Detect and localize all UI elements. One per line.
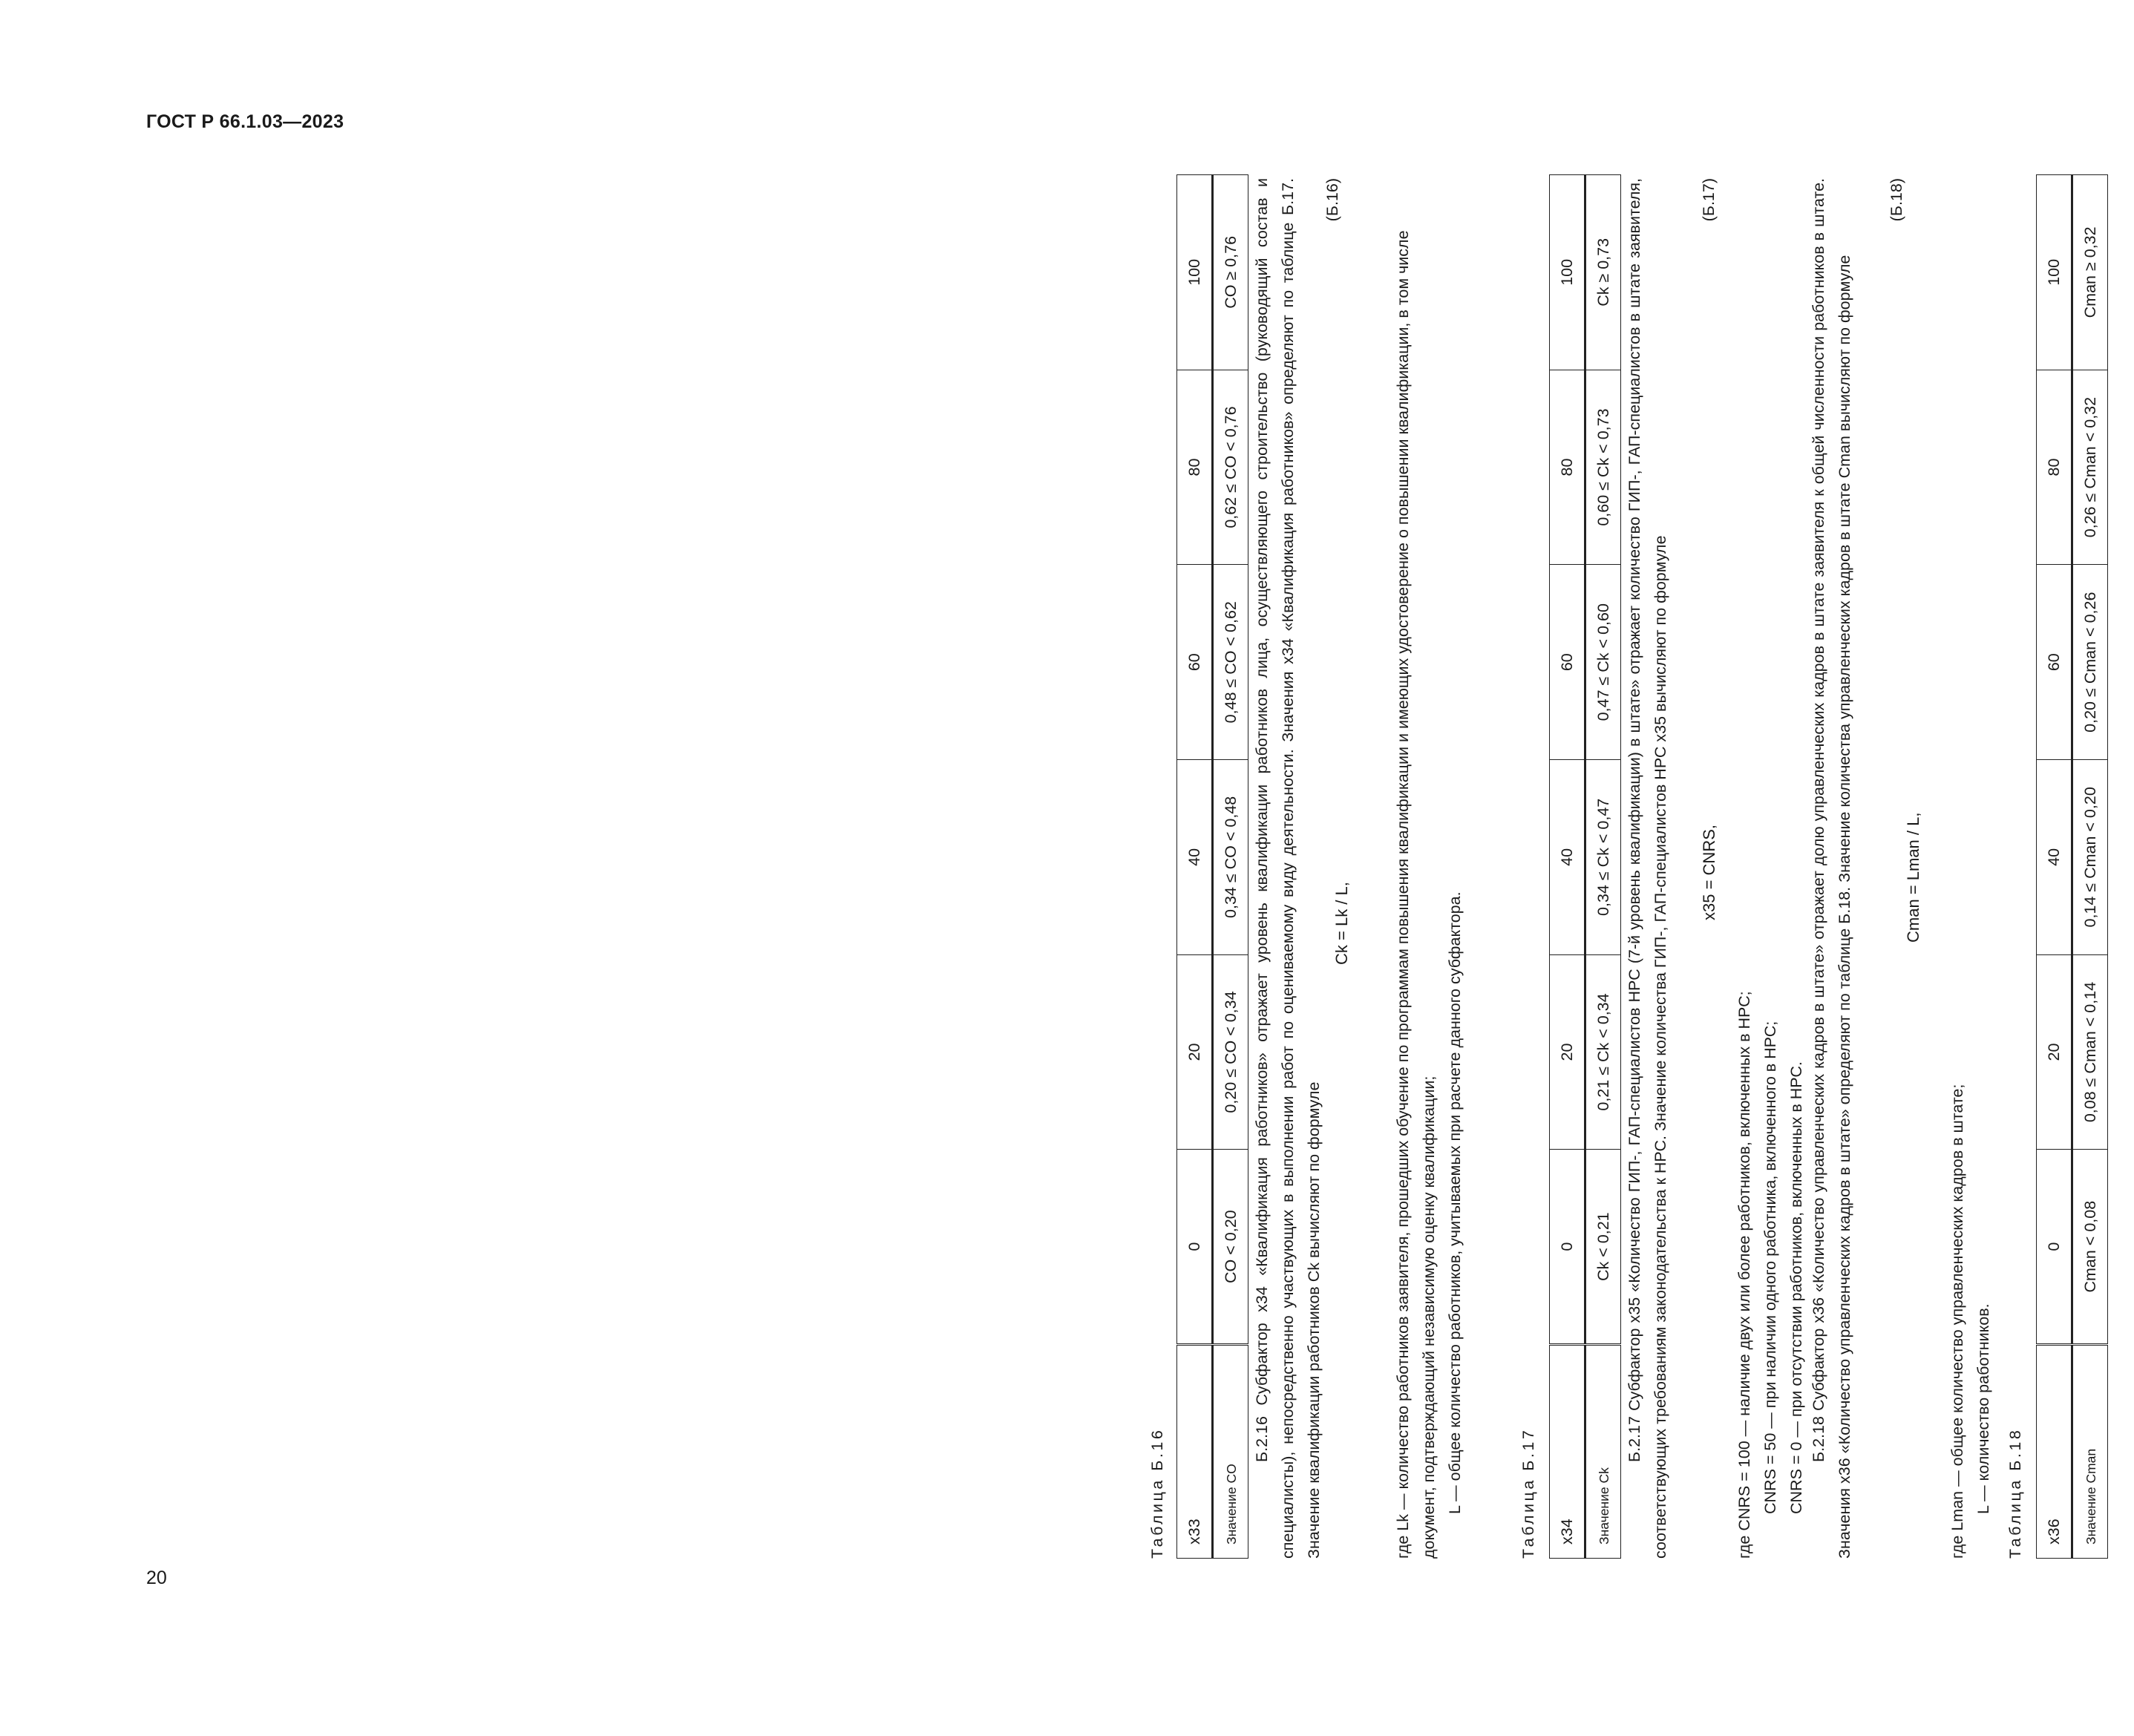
table-b18-cell-2: 0,08 ≤ Cman < 0,14 [2072, 954, 2108, 1150]
table-b16-cell-5: 0,62 ≤ CO < 0,76 [1213, 370, 1248, 565]
table-b17-head-0: x34 [1550, 1345, 1585, 1559]
table-b18-head-1: 0 [2037, 1150, 2072, 1345]
table-b17-cell-0: Значение Ck [1596, 1467, 1611, 1545]
where-b18-line-1: где Lman — общее количество управленческих кадров в штате; [1948, 1084, 1966, 1559]
where-b17-line-1: где CNRS = 100 — наличие двух или более работников, включенных в НРС; [1735, 991, 1753, 1559]
table-b16-head-4: 60 [1177, 565, 1213, 760]
table-b18 [2036, 174, 2108, 1559]
table-b16-cell-3: 0,34 ≤ CO < 0,48 [1213, 760, 1248, 955]
paragraph-b216: Б.2.16 Субфактор x34 «Квалификация работников» отражает уровень квалификации работников лица, осуществляющего строительство (руководящий состав и специалисты), непосредственно участвующих в выполнении работ по оцениваемому виду деятельности. Значения x34 «Квалификация работников» определяют по таблице Б.17. Значение квалификации работников Ck вычисляют по формуле [1253, 178, 1323, 1559]
table-b16-cell-6: CO ≥ 0,76 [1213, 175, 1248, 370]
table-b16-caption: Таблица Б.16 [1148, 1427, 1166, 1559]
table-b18-head-0: x36 [2037, 1345, 2072, 1559]
where-b18-line-2: L — количество работников. [1974, 1303, 1992, 1514]
formula-b17: x35 = CNRS, [1700, 825, 1718, 920]
table-b18-head-4: 60 [2037, 565, 2072, 760]
table-b16-head-2: 20 [1177, 954, 1213, 1150]
formula-b18: Cman = Lman / L, [1904, 812, 1922, 943]
table-b17-cell-1: Ck < 0,21 [1585, 1150, 1621, 1345]
table-b16 [1176, 174, 1248, 1559]
where-b16-line-1: где Lk — количество работников заявителя, прошедших обучение по программам повышения квалификации и имеющих удостоверение о повышении квалификации, в том числе документ, подтверждающий независимую оценку квалификации; [1394, 230, 1438, 1559]
paragraph-b217: Б.2.17 Субфактор x35 «Количество ГИП-, ГАП-специалистов НРС (7-й уровень квалификации) в штате» отражает количество ГИП-, ГАП-специалистов в штате заявителя, соответствующих требованиям законодательства к НРС. Значение количества ГИП-, ГАП-специалистов НРС x35 вычисляют по формуле [1626, 178, 1669, 1559]
where-b17-line-2: CNRS = 50 — при наличии одного работника, включенного в НРС; [1761, 1021, 1779, 1514]
page-number: 20 [146, 1568, 167, 1588]
table-b17-head-3: 40 [1550, 760, 1585, 955]
document-code: ГОСТ Р 66.1.03—2023 [146, 111, 344, 132]
table-b18-head-6: 100 [2037, 175, 2072, 370]
table-b17-cell-3: 0,34 ≤ Ck < 0,47 [1585, 760, 1621, 955]
table-b16-head-1: 0 [1177, 1150, 1213, 1345]
where-b16-line-2: L — общее количество работников, учитываемых при расчете данного субфактора. [1446, 891, 1464, 1514]
table-b17-cell-2: 0,21 ≤ Ck < 0,34 [1585, 954, 1621, 1150]
table-b18-cell-6: Cman ≥ 0,32 [2072, 175, 2108, 370]
table-b16-cell-4: 0,48 ≤ CO < 0,62 [1213, 565, 1248, 760]
table-b18-head-3: 40 [2037, 760, 2072, 955]
table-b17-head-4: 60 [1550, 565, 1585, 760]
table-b16-head-0: x33 [1177, 1345, 1213, 1559]
rotated-landscape-content [1139, 163, 2134, 1559]
table-b18-cell-5: 0,26 ≤ Cman < 0,32 [2072, 370, 2108, 565]
table-b18-cell-0: Значение Cman [2083, 1448, 2098, 1545]
table-b17-caption: Таблица Б.17 [1519, 1427, 1537, 1559]
table-b17-cell-4: 0,47 ≤ Ck < 0,60 [1585, 565, 1621, 760]
table-b18-cell-3: 0,14 ≤ Cman < 0,20 [2072, 760, 2108, 955]
formula-b17-number: (Б.17) [1700, 178, 1718, 222]
where-b17-line-3: CNRS = 0 — при отсутствии работников, включенных в НРС. [1787, 1061, 1805, 1514]
table-b17 [1549, 174, 1621, 1559]
table-b16-cell-0: Значение CO [1223, 1464, 1239, 1545]
table-b16-head-3: 40 [1177, 760, 1213, 955]
paragraph-b218: Б.2.18 Субфактор x36 «Количество управленческих кадров в штате» отражает долю управленческих кадров в штате заявителя к общей численности работников в штате. Значения x36 «Количество управленческих кадров в штате» определяют по таблице Б.18. Значение количества управленческих кадров в штате Cman вычисляют по формуле [1810, 178, 1853, 1559]
where-b16 [1390, 178, 1468, 1559]
table-b18-cell-1: Cman < 0,08 [2072, 1150, 2108, 1345]
table-b17-head-1: 0 [1550, 1150, 1585, 1345]
table-b16-cell-1: CO < 0,20 [1213, 1150, 1248, 1345]
table-b16-head-5: 80 [1177, 370, 1213, 565]
table-b17-head-2: 20 [1550, 954, 1585, 1150]
formula-b18-number: (Б.18) [1888, 178, 1905, 222]
table-b18-caption: Таблица Б.18 [2006, 1427, 2024, 1559]
table-b17-cell-5: 0,60 ≤ Ck < 0,73 [1585, 370, 1621, 565]
table-b16-cell-2: 0,20 ≤ CO < 0,34 [1213, 954, 1248, 1150]
where-b17 [1732, 178, 1810, 1559]
table-b18-head-2: 20 [2037, 954, 2072, 1150]
formula-b16-number: (Б.16) [1323, 178, 1341, 222]
table-b18-head-5: 80 [2037, 370, 2072, 565]
formula-b16: Ck = Lk / L, [1332, 882, 1351, 965]
table-b17-head-6: 100 [1550, 175, 1585, 370]
table-b17-head-5: 80 [1550, 370, 1585, 565]
where-b18 [1945, 178, 1997, 1559]
table-b18-cell-4: 0,20 ≤ Cman < 0,26 [2072, 565, 2108, 760]
table-b17-cell-6: Ck ≥ 0,73 [1585, 175, 1621, 370]
table-b16-head-6: 100 [1177, 175, 1213, 370]
